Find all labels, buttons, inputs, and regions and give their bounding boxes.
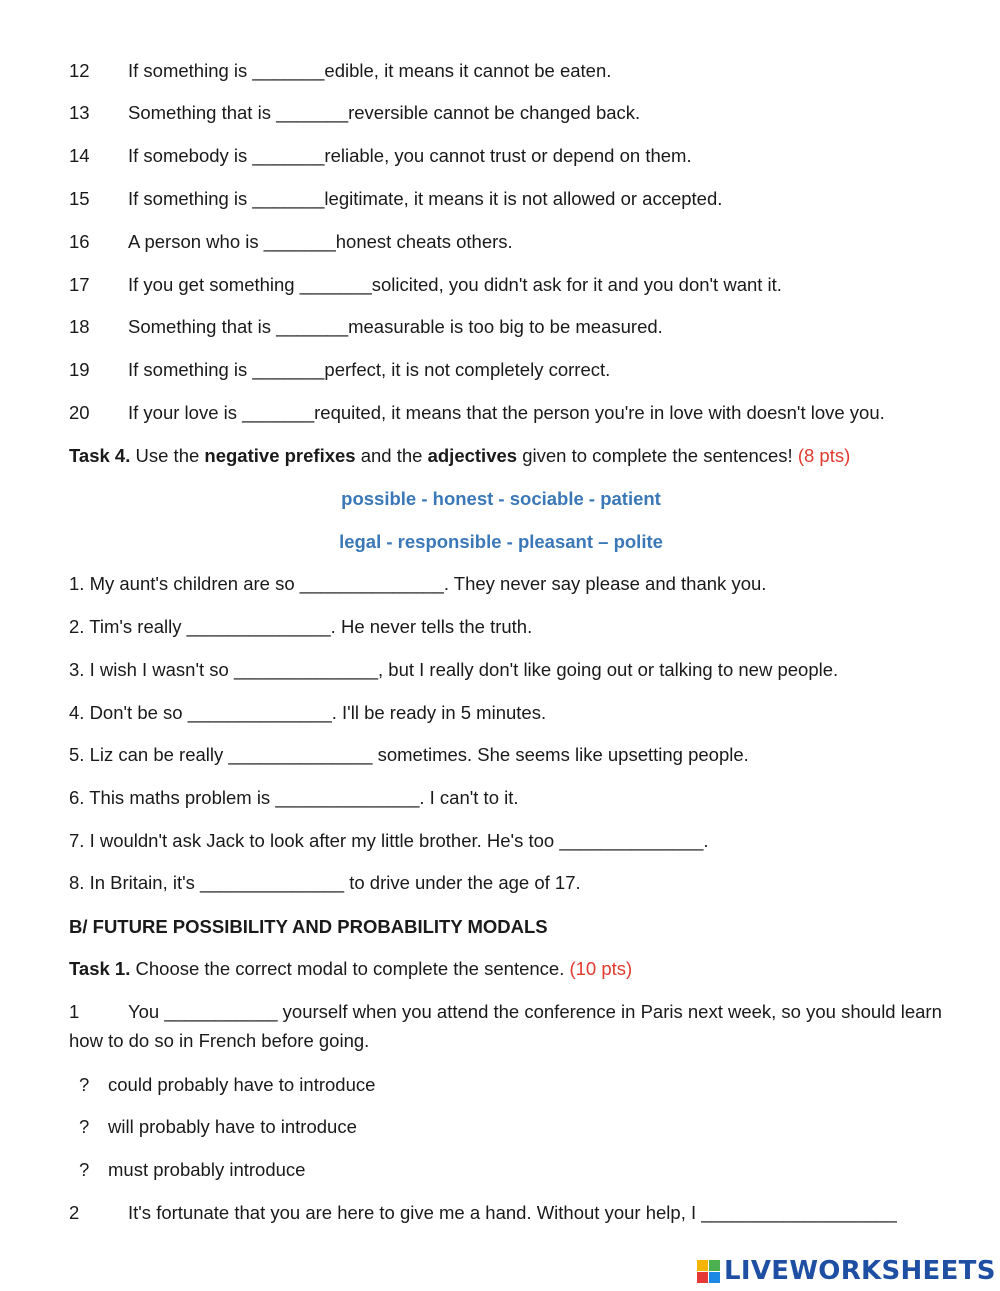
logo-square	[709, 1272, 720, 1283]
question-text: It's fortunate that you are here to give me a hand. Without your help, I ___________________	[128, 1202, 897, 1223]
answer-option[interactable]	[79, 1116, 357, 1138]
answer-option[interactable]	[79, 1074, 375, 1096]
task4-points: (8 pts)	[797, 445, 851, 466]
question-text: You ___________ yourself when you attend the conference in Paris next week, so you should learn how to do so in French before going.	[69, 1001, 942, 1051]
task4-bold-b: adjectives	[427, 445, 518, 466]
question-number: 2	[69, 1202, 80, 1223]
item-number: 15	[69, 188, 90, 209]
option-text: will probably have to introduce	[108, 1116, 357, 1137]
item-text: If something is _______legitimate, it means it is not allowed or accepted.	[128, 188, 723, 209]
item-number: 13	[69, 102, 90, 123]
item-text: If your love is _______requited, it means that the person you're in love with doesn't love you.	[128, 402, 885, 423]
answer-option[interactable]	[79, 1159, 305, 1181]
logo-square	[697, 1272, 708, 1283]
task4-sentence: 5. Liz can be really ______________ sometimes. She seems like upsetting people.	[69, 744, 749, 765]
question-2	[69, 1202, 897, 1224]
option-marker: ?	[79, 1159, 90, 1180]
word-bank-line-1: possible - honest - sociable - patient	[341, 488, 661, 509]
question-number: 1	[69, 1001, 80, 1022]
item-number: 16	[69, 231, 90, 252]
exercise-item	[69, 316, 663, 338]
task4-text-a: Use the	[130, 445, 205, 466]
task4-sentence: 4. Don't be so ______________. I'll be ready in 5 minutes.	[69, 702, 547, 723]
task4-text-b: and the	[355, 445, 428, 466]
option-marker: ?	[79, 1116, 90, 1137]
option-text: must probably introduce	[108, 1159, 306, 1180]
exercise-item	[69, 145, 692, 167]
item-number: 12	[69, 60, 90, 81]
task4-instruction	[69, 445, 850, 467]
section-b-heading: B/ FUTURE POSSIBILITY AND PROBABILITY MODALS	[69, 916, 548, 937]
task4-sentence: 2. Tim's really ______________. He never tells the truth.	[69, 616, 533, 637]
task1-points: (10 pts)	[569, 958, 633, 979]
task4-sentence: 7. I wouldn't ask Jack to look after my little brother. He's too ______________.	[69, 830, 709, 851]
liveworksheets-logo[interactable]	[697, 1254, 996, 1288]
item-number: 18	[69, 316, 90, 337]
task1-label: Task 1.	[69, 958, 131, 979]
item-text: If something is _______perfect, it is not completely correct.	[128, 359, 611, 380]
item-number: 14	[69, 145, 90, 166]
task4-bold-a: negative prefixes	[204, 445, 356, 466]
logo-square	[709, 1260, 720, 1271]
question-1	[69, 997, 949, 1055]
task4-label: Task 4.	[69, 445, 131, 466]
option-marker: ?	[79, 1074, 90, 1095]
task4-sentence: 3. I wish I wasn't so ______________, but I really don't like going out or talking to new people.	[69, 659, 839, 680]
exercise-item	[69, 402, 885, 424]
logo-squares-icon	[697, 1260, 720, 1283]
exercise-item	[69, 274, 782, 296]
item-text: If you get something _______solicited, you didn't ask for it and you don't want it.	[128, 274, 782, 295]
logo-text: LIVEWORKSHEETS	[724, 1256, 996, 1286]
item-text: Something that is _______reversible cannot be changed back.	[128, 102, 641, 123]
task4-sentence: 1. My aunt's children are so ______________. They never say please and thank you.	[69, 573, 767, 594]
exercise-item	[69, 359, 610, 381]
exercise-item	[69, 102, 640, 124]
item-text: If somebody is _______reliable, you cannot trust or depend on them.	[128, 145, 692, 166]
logo-square	[697, 1260, 708, 1271]
exercise-item	[69, 231, 513, 253]
item-number: 20	[69, 402, 90, 423]
task4-sentence: 6. This maths problem is ______________. I can't to it.	[69, 787, 519, 808]
item-text: If something is _______edible, it means it cannot be eaten.	[128, 60, 612, 81]
exercise-item	[69, 60, 611, 82]
task1-text: Choose the correct modal to complete the sentence.	[130, 958, 570, 979]
option-text: could probably have to introduce	[108, 1074, 376, 1095]
task4-sentence: 8. In Britain, it's ______________ to drive under the age of 17.	[69, 872, 581, 893]
word-bank-line-2: legal - responsible - pleasant – polite	[339, 531, 663, 552]
section-b-task1-instruction	[69, 958, 632, 980]
item-number: 17	[69, 274, 90, 295]
item-text: Something that is _______measurable is too big to be measured.	[128, 316, 663, 337]
item-number: 19	[69, 359, 90, 380]
item-text: A person who is _______honest cheats others.	[128, 231, 513, 252]
task4-text-c: given to complete the sentences!	[517, 445, 798, 466]
exercise-item	[69, 188, 722, 210]
